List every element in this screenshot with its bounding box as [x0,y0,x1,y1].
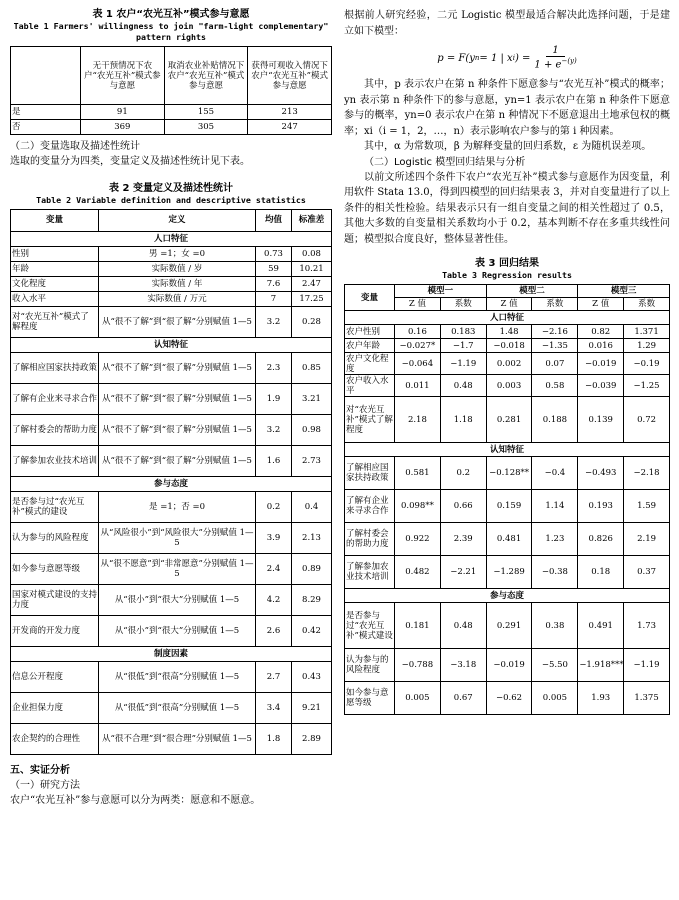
table-row: 了解有企业来寻求合作 0.098** 0.66 0.159 1.14 0.193 1.59 [345,490,670,523]
table-section-row: 认知特征 [345,443,670,457]
table-row: 了解村委会的帮助力度 0.922 2.39 0.481 1.23 0.826 2.19 [345,523,670,556]
table3: 变量 模型一 模型二 模型三 Z 值 系数 Z 值 系数 Z 值 系数 人口特征 农户性别 0.16 0.183 1.48 −2.16 0.82 1.371 农户年龄 −0.027* −1.7 −0.018 −1.35 0.016 1.29 农户文化程度 −0.064 −1.19 0.002 0.07 −0.019 −0.19 农户收入水平 0.011 0.48 0.003 0.58 −0.039 −1.25 对“农光互补”模式了解程度 2.18 1.18 0.281 0.188 0.139 0.72 认知特征 了解相应国家扶持政策 0.581 0.2 −0.128** −0.4 −0.493 −2.18 了解有企业来寻求合作 0.098** 0.66 0.159 1.14 0.193 1.59 了解村委会的帮助力度 0.922 2.39 0.481 1.23 0.826 2.19 了解参加农业技术培训 0.482 −2.21 −1.289 −0.38 0.18 0.37 参与态度 是否参与过“农光互补”模式建设 0.181 0.48 0.291 0.38 0.491 1.73 认为参与的风险程度 −0.788 −3.18 −0.019 −5.50 −1.918*** −1.19 如今参与意愿等级 0.005 0.67 −0.62 0.005 1.93 1.375 [344,284,670,715]
table1-caption: 表 1 农户“农光互补”模式参与意愿 [92,9,250,20]
table-row: 如今参与意愿等级 从“很不愿意”到“非常愿意”分别赋值 1—5 2.4 0.89 [11,553,332,584]
table-row: 农户文化程度 −0.064 −1.19 0.002 0.07 −0.019 −0.19 [345,353,670,375]
subsection-heading: （一）研究方法 [10,779,80,791]
paragraph: 其中，p 表示农户在第 n 种条件下愿意参与“农光互补”模式的概率；yn 表示第 n 种条件下的参与意愿，yn=1 表示农户在第 n 种条件下愿意参与的概率，yn=0 表示农户在第 n 种情况下不愿意退出土地承包权的概率；xi（i = 1，2，…，n）表示影响农户参与的第 i 种因素。 [344,79,670,137]
table-row: 年龄 实际数值 / 岁 59 10.21 [11,261,332,276]
table-row: 开发商的开发力度 从“很小”到“很大”分别赋值 1—5 2.6 0.42 [11,615,332,646]
table-row: 了解参加农业技术培训 从“很不了解”到“很了解”分别赋值 1—5 1.6 2.73 [11,445,332,476]
table-row: 国家对模式建设的支持力度 从“很小”到“很大”分别赋值 1—5 4.2 8.29 [11,584,332,615]
table-row: 文化程度 实际数值 / 年 7.6 2.47 [11,276,332,291]
table2 [10,209,332,755]
table-row: 了解参加农业技术培训 0.482 −2.21 −1.289 −0.38 0.18 0.37 [345,556,670,589]
paragraph: 以前文所述四个条件下农户“农光互补”模式参与意愿作为因变量，利用软件 Stata 13.0，得到四模型的回归结果表 3，并对自变量进行了以上条件的相关性检验。结果表示只有一组自变量之间的相关性超过了 0.5，其他大多数的自变量相关系数均小于 0.2，基本判断不存在多重共线性问题；模型拟合度良好，整体显著性佳。 [344,171,670,245]
paragraph: 农户“农光互补”参与意愿可以分为两类：愿意和不愿意。 [10,794,261,806]
table-section-row: 制度因素 [11,646,332,661]
table-row: 认为参与的风险程度 −0.788 −3.18 −0.019 −5.50 −1.918*** −1.19 [345,649,670,682]
table2-head: 标准差 [292,209,332,231]
subsection-heading: （二）Logistic 模型回归结果与分析 [364,156,526,168]
table3-caption: 表 3 回归结果 [475,258,539,269]
table-row: 收入水平 实际数值 / 万元 7 17.25 [11,291,332,306]
table1-caption-en: Table 1 Farmers' willingness to join "farm-light complementary" pattern rights [13,21,329,42]
table1-corner [11,47,81,105]
table1-head: 无干预情况下农户“农光互补”模式参与意愿 [81,47,165,105]
table2-caption: 表 2 变量定义及描述性统计 [109,182,233,194]
section-heading: 五、实证分析 [10,764,70,776]
table-row: 认为参与的风险程度 从“风险很小”到“风险很大”分别赋值 1—5 3.9 2.13 [11,522,332,553]
table-row: 性别 男 =1；女 =0 0.73 0.08 [11,246,332,261]
table2-head: 定义 [99,209,256,231]
table-row: 对“农光互补”模式了解程度 从“很不了解”到“很了解”分别赋值 1—5 3.2 0.28 [11,306,332,337]
table-row: 否 369 305 247 [11,120,332,135]
left-column [10,8,332,808]
table3-head: 模型二 [486,285,578,298]
table3-head: 模型三 [578,285,670,298]
table1-head: 获得可观收入情况下农户“农光互补”模式参与意愿 [248,47,332,105]
table1 [10,46,332,135]
table3-head: 模型一 [395,285,487,298]
table-row: 是 91 155 213 [11,105,332,120]
table-row: 是否参与过“农光互补”模式建设 0.181 0.48 0.291 0.38 0.491 1.73 [345,603,670,649]
table2-caption-en: Table 2 Variable definition and descriptive statistics [36,194,306,205]
table-row: 了解有企业来寻求合作 从“很不了解”到“很了解”分别赋值 1—5 1.9 3.21 [11,383,332,414]
table-section-row: 参与态度 [11,476,332,491]
table-row: 企业担保力度 从“很低”到“很高”分别赋值 1—5 3.4 9.21 [11,692,332,723]
paragraph: 选取的变量分为四类，变量定义及描述性统计见下表。 [10,156,250,167]
logistic-formula: p = F(y n = 1 | x i ) = $\frac{1}{1 + e^{-(y)}}$ [437,45,577,71]
table2-head: 均值 [256,209,292,231]
table2-head: 变量 [11,209,99,231]
table-row: 农户性别 0.16 0.183 1.48 −2.16 0.82 1.371 [345,325,670,339]
table3-caption-en: Table 3 Regression results [442,270,572,280]
right-column [344,8,670,715]
table-row: 农企契约的合理性 从“很不合理”到“很合理”分别赋值 1—5 1.8 2.89 [11,723,332,754]
table-row: 了解村委会的帮助力度 从“很不了解”到“很了解”分别赋值 1—5 3.2 0.98 [11,414,332,445]
table-row: 如今参与意愿等级 0.005 0.67 −0.62 0.005 1.93 1.375 [345,682,670,715]
table-row: 了解相应国家扶持政策 0.581 0.2 −0.128** −0.4 −0.493 −2.18 [345,457,670,490]
table-row: 了解相应国家扶持政策 从“很不了解”到“很了解”分别赋值 1—5 2.3 0.85 [11,352,332,383]
table-row: 对“农光互补”模式了解程度 2.18 1.18 0.281 0.188 0.139 0.72 [345,397,670,443]
table-row: 信息公开程度 从“很低”到“很高”分别赋值 1—5 2.7 0.43 [11,661,332,692]
table-section-row: 人口特征 [11,231,332,246]
table-row: 农户收入水平 0.011 0.48 0.003 0.58 −0.039 −1.25 [345,375,670,397]
table-row: 农户年龄 −0.027* −1.7 −0.018 −1.35 0.016 1.29 [345,339,670,353]
paragraph: 其中，α 为常数项，β 为解释变量的回归系数，ε 为随机误差项。 [364,141,652,152]
table-section-row: 人口特征 [345,311,670,325]
table3-head: 变量 [345,285,395,311]
table-row: 是否参与过“农光互补”模式的建设 是 =1；否 =0 0.2 0.4 [11,491,332,522]
table1-head: 取消农业补贴情况下农户“农光互补”模式参与意愿 [164,47,248,105]
section-heading: （二）变量选取及描述性统计 [10,141,140,152]
paragraph: 根据前人研究经验，二元 Logistic 模型最适合解决此选择问题，于是建立如下模型： [344,10,670,37]
table-section-row: 参与态度 [345,589,670,603]
table-section-row: 认知特征 [11,337,332,352]
